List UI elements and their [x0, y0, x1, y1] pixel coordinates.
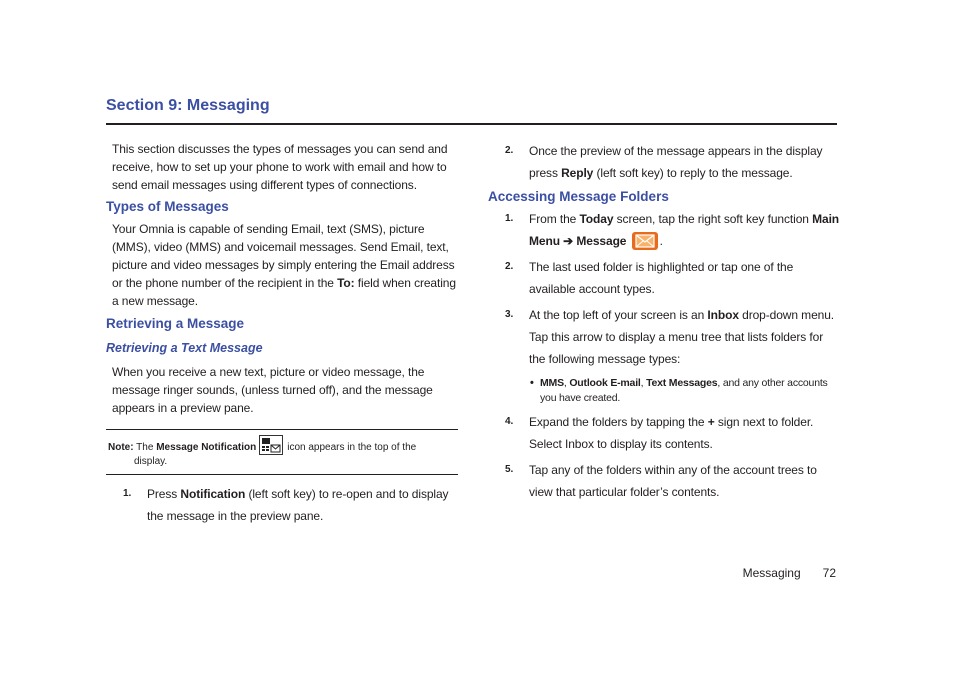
- step-text: sign next to folder. Select Inbox to display its contents.: [529, 415, 814, 451]
- retrieving-message-heading: Retrieving a Message: [106, 316, 245, 331]
- left-steps: [106, 483, 458, 527]
- separator: ,: [563, 377, 570, 389]
- page-footer: [743, 566, 836, 580]
- arrow-icon: ➔: [559, 234, 577, 248]
- step-text-2: (left soft key) to reply to the message.: [593, 166, 793, 180]
- step-number: 4.: [505, 416, 514, 427]
- step-text: drop-down menu. Tap this arrow to display a menu tree that lists folders for the following message types:: [529, 308, 835, 366]
- note-text-2: icon appears in the top of the: [287, 442, 417, 453]
- text-messages-label: Text Messages: [646, 377, 718, 389]
- types-paragraph: [106, 220, 458, 310]
- page-number: 72: [822, 566, 836, 580]
- right-steps-top: [488, 140, 840, 184]
- bullet-icon: •: [530, 377, 534, 389]
- step-open-message: [488, 208, 840, 252]
- step-number: 5.: [505, 464, 514, 475]
- step-number: 2.: [505, 145, 514, 156]
- types-text-1: Your Omnia is capable of sending Email, text (SMS), picture (MMS), video (MMS) and voicemail messages. Send Email, text, picture and video messages by simply entering the Email address or the phone number of the recipient in the: [112, 222, 455, 290]
- types-text-2: field when creating a new message.: [112, 276, 456, 308]
- note-label: Note:: [108, 442, 134, 453]
- step-notification: [106, 483, 458, 527]
- note-line-2: display.: [134, 456, 168, 467]
- section-title: Section 9: Messaging: [106, 97, 270, 114]
- separator: ,: [640, 377, 647, 389]
- retrieving-paragraph: When you receive a new text, picture or video message, the message ringer sounds, (unless turned off), and the message appears in a preview pane.: [112, 365, 433, 415]
- step-number: 3.: [505, 309, 514, 320]
- left-column: [106, 140, 458, 527]
- step-number: 1.: [123, 488, 132, 499]
- step-number: 1.: [505, 213, 514, 224]
- note-box: [106, 429, 458, 475]
- to-field-label: To:: [337, 276, 355, 290]
- step-text: screen, tap the right soft key function: [613, 212, 813, 226]
- accessing-folders-heading: Accessing Message Folders: [488, 189, 669, 204]
- step-expand-folders: [488, 411, 840, 455]
- title-divider: [106, 123, 837, 125]
- step-inbox-dropdown: [488, 304, 840, 370]
- folder-steps-bottom: [488, 411, 840, 503]
- step-number: 2.: [505, 261, 514, 272]
- step-text-1: Press: [147, 487, 181, 501]
- step-text: At the top left of your screen is an: [529, 308, 708, 322]
- step-text-2: (left soft key) to re-open and to display the message in the preview pane.: [147, 487, 449, 523]
- step-reply: [488, 140, 840, 184]
- right-column: [488, 140, 840, 503]
- footer-section-name: Messaging: [742, 566, 801, 580]
- step-text: Expand the folders by tapping the: [529, 415, 708, 429]
- main-menu-label: Main Menu: [529, 212, 840, 248]
- note-text-1: The: [136, 442, 157, 453]
- step-text: .: [659, 234, 663, 248]
- outlook-email-label: Outlook E-mail: [569, 377, 641, 389]
- step-text: From the: [529, 212, 580, 226]
- reply-key-label: Reply: [561, 166, 594, 180]
- mms-label: MMS: [540, 377, 564, 389]
- note-line-1: [108, 435, 458, 455]
- intro-paragraph: This section discusses the types of messages you can send and receive, how to set up your phone to work with email and how to send email messages using different types of connections.: [112, 142, 448, 192]
- step-tap-folders: [488, 459, 840, 503]
- today-label: Today: [579, 212, 614, 226]
- message-label: Message: [576, 234, 627, 248]
- message-types-bullet: [488, 376, 840, 406]
- message-envelope-icon: [632, 232, 658, 250]
- inbox-label: Inbox: [707, 308, 739, 322]
- step-text: Tap any of the folders within any of the account trees to view that particular folder’s contents.: [529, 463, 817, 499]
- plus-sign: +: [707, 415, 715, 429]
- step-select-account: [488, 256, 840, 300]
- bullet-text: , and any other accounts you have created.: [540, 377, 828, 404]
- message-notification-icon: [259, 435, 283, 455]
- retrieving-text-message-heading: Retrieving a Text Message: [106, 341, 263, 355]
- step-text: The last used folder is highlighted or tap one of the available account types.: [529, 260, 794, 296]
- types-of-messages-heading: Types of Messages: [106, 199, 229, 214]
- folder-steps: [488, 208, 840, 370]
- notification-key-label: Notification: [180, 487, 246, 501]
- step-text-1: Once the preview of the message appears in the display press: [529, 144, 823, 180]
- note-bold: Message Notification: [156, 442, 257, 453]
